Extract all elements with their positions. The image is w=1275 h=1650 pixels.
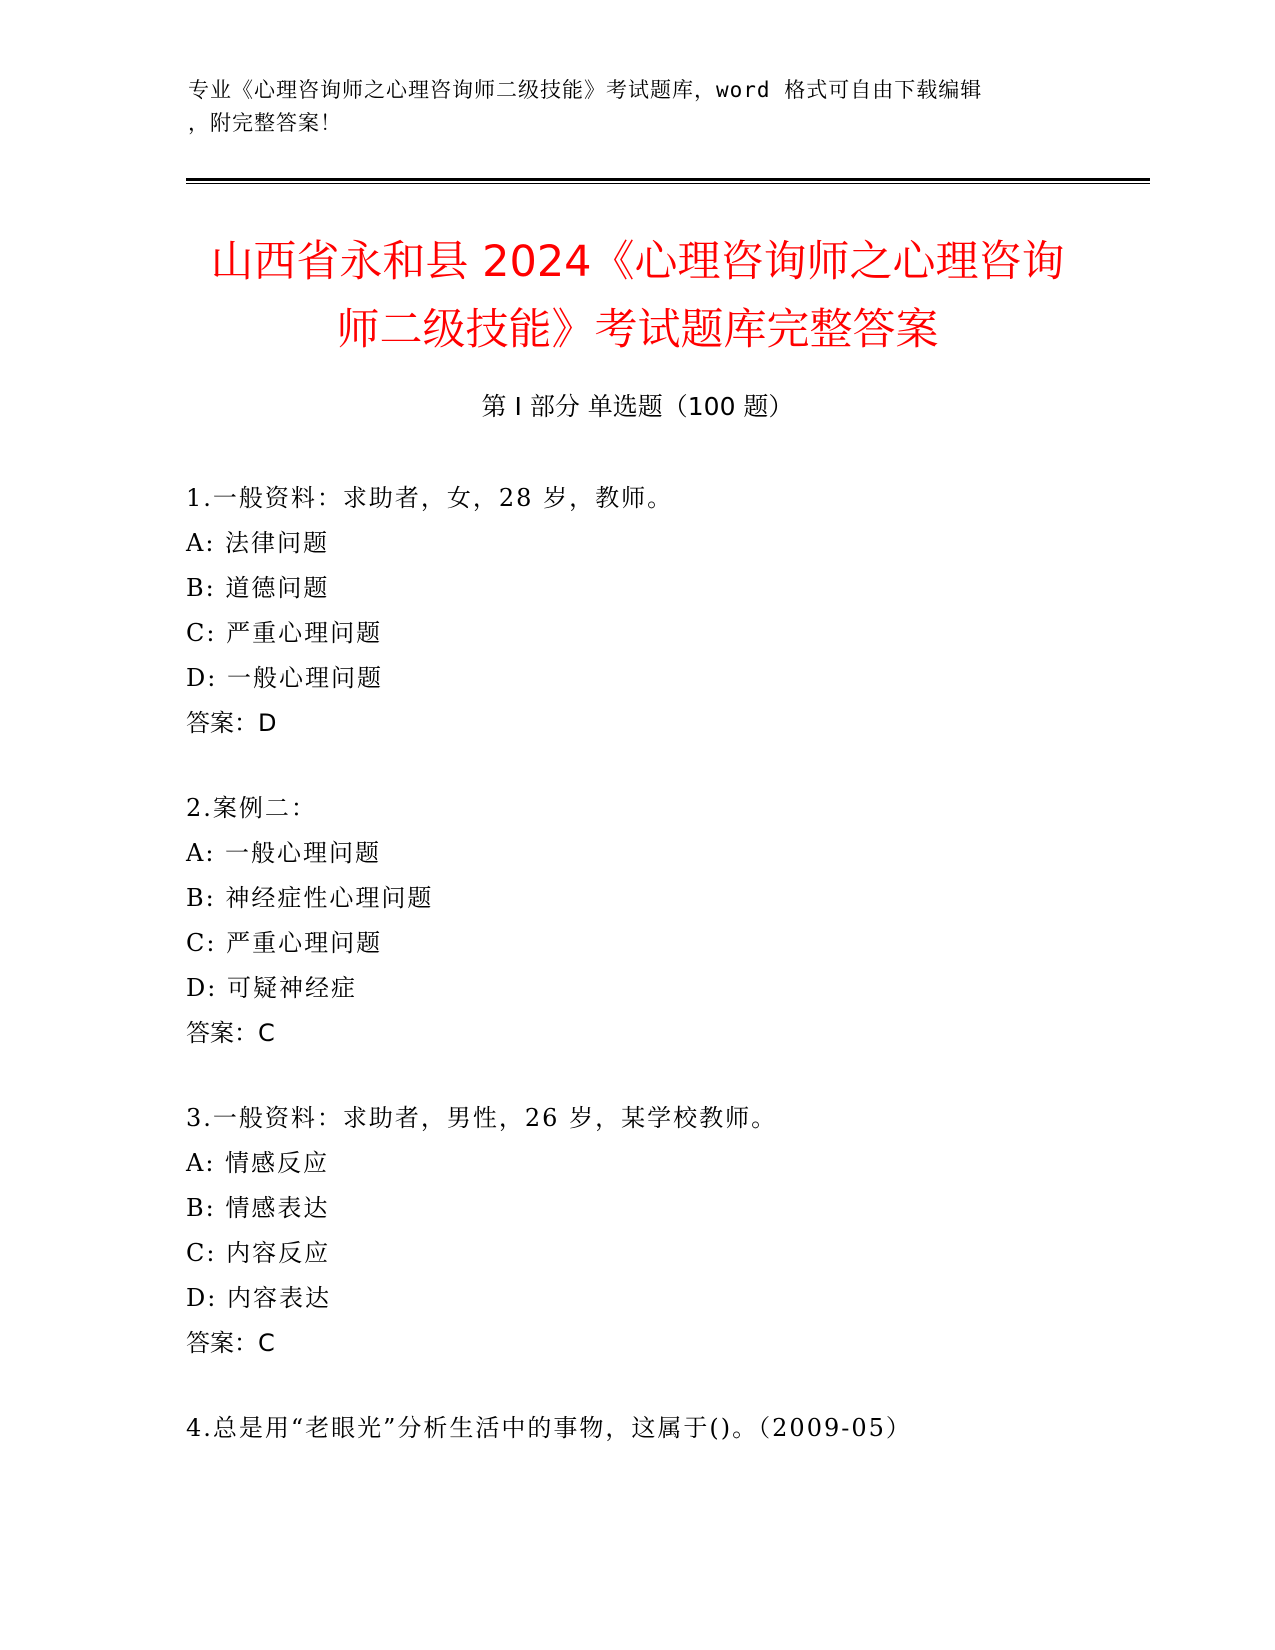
header-note-line-2: ，附完整答案！ (188, 111, 342, 135)
question-4 (186, 1406, 1146, 1451)
header-note-line-1: 专业《心理咨询师之心理咨询师二级技能》考试题库，word 格式可自由下载编辑 (188, 78, 983, 102)
option-c: C: 严重心理问题 (186, 929, 383, 957)
option-a: A: 法律问题 (186, 529, 330, 557)
question-2 (186, 786, 1146, 1056)
option-a: A: 一般心理问题 (186, 839, 382, 867)
option-c: C: 严重心理问题 (186, 619, 383, 647)
option-d: D: 一般心理问题 (186, 664, 383, 692)
document-title (150, 228, 1125, 364)
question-stem: 2.案例二： (186, 794, 317, 822)
option-b: B: 情感表达 (186, 1194, 330, 1222)
answer: 答案：C (186, 1019, 275, 1047)
question-stem: 1.一般资料：求助者，女，28 岁，教师。 (186, 484, 674, 512)
question-stem: 3.一般资料：求助者，男性，26 岁，某学校教师。 (186, 1104, 778, 1132)
option-d: D: 可疑神经症 (186, 974, 357, 1002)
question-list (186, 476, 1146, 1491)
section-title: 第 I 部分 单选题（100 题） (481, 392, 794, 421)
header-divider (186, 178, 1150, 184)
option-b: B: 道德问题 (186, 574, 330, 602)
answer: 答案：D (186, 709, 277, 737)
document-title-line-2: 师二级技能》考试题库完整答案 (336, 305, 939, 355)
question-stem: 4.总是用“老眼光”分析生活中的事物，这属于()。（2009-05） (186, 1414, 912, 1442)
option-b: B: 神经症性心理问题 (186, 884, 434, 912)
document-title-line-1: 山西省永和县 2024《心理咨询师之心理咨询 (210, 237, 1065, 287)
answer: 答案：C (186, 1329, 275, 1357)
option-a: A: 情感反应 (186, 1149, 330, 1177)
header-note (188, 74, 1088, 140)
question-1 (186, 476, 1146, 746)
question-3 (186, 1096, 1146, 1366)
option-c: C: 内容反应 (186, 1239, 331, 1267)
option-d: D: 内容表达 (186, 1284, 331, 1312)
